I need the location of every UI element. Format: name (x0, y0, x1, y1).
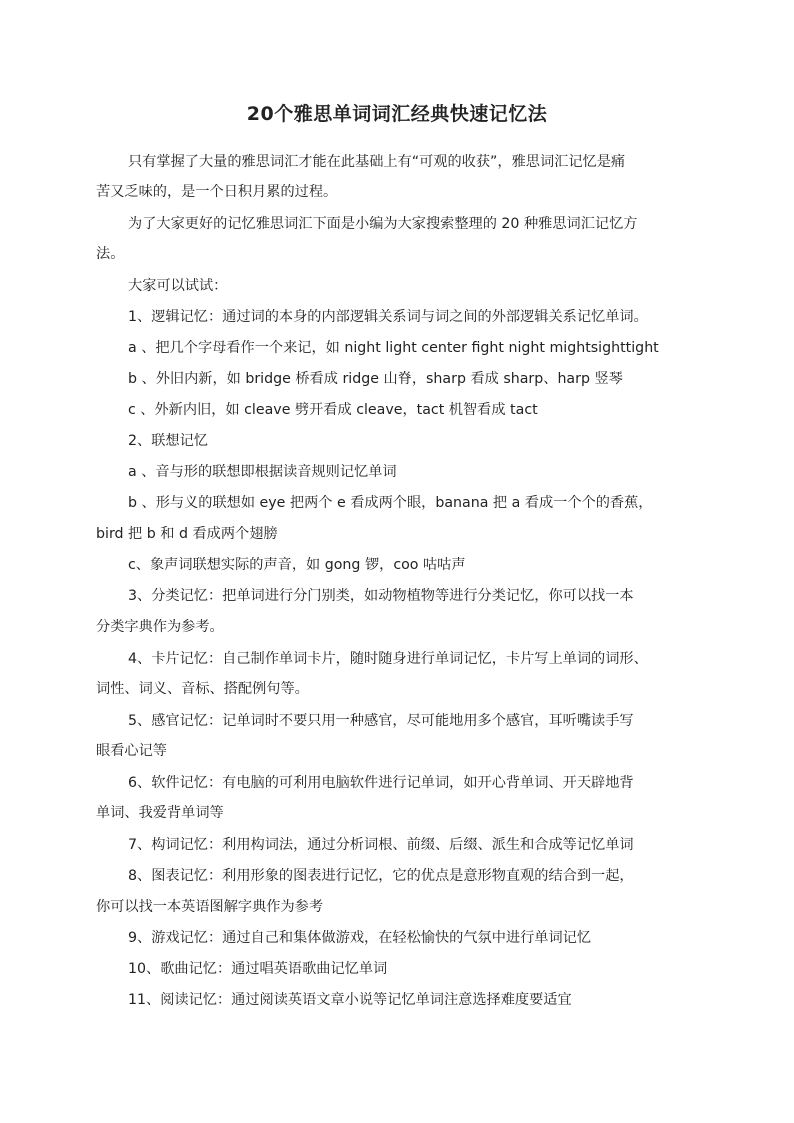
paragraph-line: 7、构词记忆：利用构词法，通过分析词根、前缀、后缀、派生和合成等记忆单词 (128, 837, 634, 853)
paragraph-line: c、象声词联想实际的声音，如 gong 锣，coo 咕咕声 (128, 557, 466, 573)
paragraph-line: 你可以找一本英语图解字典作为参考 (96, 899, 324, 915)
paragraph-line: 1、逻辑记忆：通过词的本身的内部逻辑关系词与词之间的外部逻辑关系记忆单词。 (128, 309, 648, 325)
paragraph-line: 8、图表记忆：利用形象的图表进行记忆，它的优点是意形物直观的结合到一起， (128, 868, 634, 884)
paragraph-line: 为了大家更好的记忆雅思词汇下面是小编为大家搜索整理的 20 种雅思词汇记忆方 (128, 216, 638, 232)
paragraph-line: 6、软件记忆：有电脑的可利用电脑软件进行记单词，如开心背单词、开天辟地背 (128, 775, 634, 791)
paragraph-line: a 、音与形的联想即根据读音规则记忆单词 (128, 464, 397, 480)
paragraph-line: 10、歌曲记忆：通过唱英语歌曲记忆单词 (128, 961, 388, 977)
paragraph-line: 分类字典作为参考。 (96, 619, 224, 635)
paragraph-line: 只有掌握了大量的雅思词汇才能在此基础上有“可观的收获”，雅思词汇记忆是痛 (128, 154, 626, 170)
paragraph-line: 9、游戏记忆：通过自己和集体做游戏，在轻松愉快的气氛中进行单词记忆 (128, 930, 592, 946)
paragraph-line: b 、外旧内新，如 bridge 桥看成 ridge 山脊，sharp 看成 sharp、harp 竖琴 (128, 371, 623, 387)
paragraph-line: 大家可以试试： (128, 278, 228, 294)
paragraph-line: bird 把 b 和 d 看成两个翅膀 (96, 526, 278, 542)
paragraph-line: a 、把几个字母看作一个来记，如 night light center fight night mightsighttight (128, 340, 659, 356)
paragraph-line: 苦又乏味的，是一个日积月累的过程。 (96, 184, 338, 200)
paragraph-line: b 、形与义的联想如 eye 把两个 e 看成两个眼，banana 把 a 看成一个个的香蕉， (128, 495, 653, 511)
paragraph-line: 词性、词义、音标、搭配例句等。 (96, 681, 309, 697)
paragraph-line: 11、阅读记忆：通过阅读英语文章小说等记忆单词注意选择难度要适宜 (128, 992, 572, 1008)
paragraph-line: 眼看心记等 (96, 743, 167, 759)
paragraph-line: 4、卡片记忆：自己制作单词卡片，随时随身进行单词记忆，卡片写上单词的词形、 (128, 651, 648, 667)
paragraph-line: c 、外新内旧，如 cleave 劈开看成 cleave，tact 机智看成 tact (128, 402, 538, 418)
paragraph-line: 单词、我爱背单词等 (96, 805, 224, 821)
paragraph-line: 2、联想记忆 (128, 433, 208, 449)
paragraph-line: 3、分类记忆：把单词进行分门别类，如动物植物等进行分类记忆，你可以找一本 (128, 588, 634, 604)
paragraph-line: 法。 (96, 246, 125, 262)
paragraph-line: 5、感官记忆：记单词时不要只用一种感官，尽可能地用多个感官，耳听嘴读手写 (128, 713, 634, 729)
document-title: 20个雅思单词词汇经典快速记忆法 (246, 103, 548, 125)
